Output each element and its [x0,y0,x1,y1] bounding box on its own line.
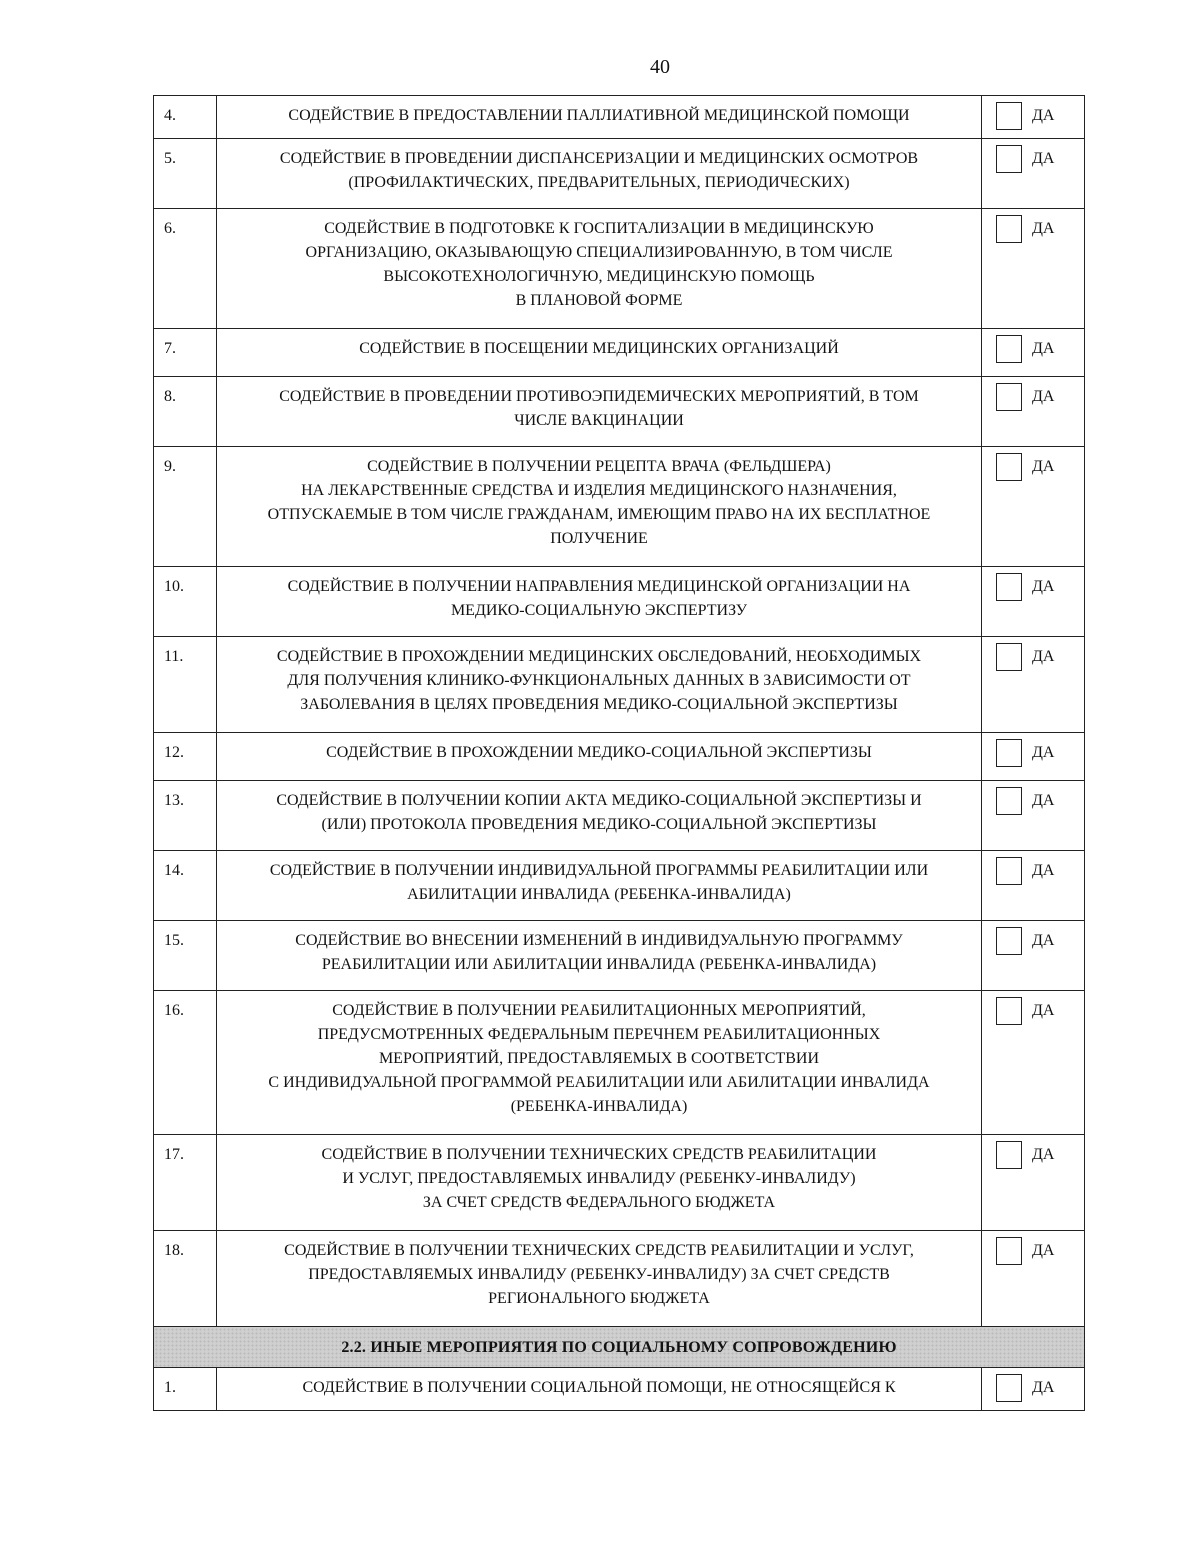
checkbox-cell [982,1135,1085,1231]
checkbox-group [996,739,1084,767]
yes-label: ДА [1032,458,1055,475]
yes-checkbox[interactable] [996,383,1022,411]
row-number: 16. [154,991,217,1135]
row-number: 10. [154,567,217,637]
table-row [154,991,1085,1135]
yes-label: ДА [1032,1146,1055,1163]
checkbox-group [996,335,1084,363]
yes-label: ДА [1032,1242,1055,1259]
checkbox-cell [982,1368,1085,1411]
yes-checkbox[interactable] [996,215,1022,243]
yes-label: ДА [1032,388,1055,405]
row-number: 12. [154,733,217,781]
checkbox-group [996,383,1084,411]
measure-text: СОДЕЙСТВИЕ В ПРЕДОСТАВЛЕНИИ ПАЛЛИАТИВНОЙ МЕДИЦИНСКОЙ ПОМОЩИ [217,96,982,139]
yes-checkbox[interactable] [996,453,1022,481]
table-body [154,96,1085,1411]
section-header-row [154,1327,1085,1368]
checkbox-group [996,453,1084,481]
measure-text: СОДЕЙСТВИЕ В ПОЛУЧЕНИИ ТЕХНИЧЕСКИХ СРЕДСТВ РЕАБИЛИТАЦИИ И УСЛУГ, ПРЕДОСТАВЛЯЕМЫХ ИНВАЛИДУ (РЕБЕНКУ-ИНВАЛИДУ) ЗА СЧЕТ СРЕДСТВ РЕГИОНАЛЬНОГО БЮДЖЕТА [217,1231,982,1327]
measure-text: СОДЕЙСТВИЕ В ПОЛУЧЕНИИ ИНДИВИДУАЛЬНОЙ ПРОГРАММЫ РЕАБИЛИТАЦИИ ИЛИ АБИЛИТАЦИИ ИНВАЛИДА (РЕБЕНКА-ИНВАЛИДА) [217,851,982,921]
checkbox-group [996,145,1084,173]
row-number: 9. [154,447,217,567]
yes-label: ДА [1032,744,1055,761]
row-number: 17. [154,1135,217,1231]
row-number: 14. [154,851,217,921]
checkbox-cell [982,96,1085,139]
checkbox-group [996,102,1084,130]
table-row [154,733,1085,781]
row-number: 18. [154,1231,217,1327]
measures-table [153,95,1085,1411]
table-row [154,209,1085,329]
row-number: 5. [154,139,217,209]
yes-checkbox[interactable] [996,335,1022,363]
checkbox-cell [982,637,1085,733]
row-number: 1. [154,1368,217,1411]
measure-text: СОДЕЙСТВИЕ В ПОЛУЧЕНИИ ТЕХНИЧЕСКИХ СРЕДСТВ РЕАБИЛИТАЦИИ И УСЛУГ, ПРЕДОСТАВЛЯЕМЫХ ИНВАЛИДУ (РЕБЕНКУ-ИНВАЛИДУ) ЗА СЧЕТ СРЕДСТВ ФЕДЕРАЛЬНОГО БЮДЖЕТА [217,1135,982,1231]
row-number: 6. [154,209,217,329]
yes-checkbox[interactable] [996,1237,1022,1265]
yes-checkbox[interactable] [996,1141,1022,1169]
checkbox-group [996,573,1084,601]
yes-checkbox[interactable] [996,997,1022,1025]
yes-checkbox[interactable] [996,1374,1022,1402]
checkbox-group [996,857,1084,885]
measure-text: СОДЕЙСТВИЕ В ПОЛУЧЕНИИ РЕАБИЛИТАЦИОННЫХ МЕРОПРИЯТИЙ, ПРЕДУСМОТРЕННЫХ ФЕДЕРАЛЬНЫМ ПЕРЕЧНЕМ РЕАБИЛИТАЦИОННЫХ МЕРОПРИЯТИЙ, ПРЕДОСТАВЛЯЕМЫХ В СООТВЕТСТВИИ С ИНДИВИДУАЛЬНОЙ ПРОГРАММОЙ РЕАБИЛИТАЦИИ ИЛИ АБИЛИТАЦИИ ИНВАЛИДА (РЕБЕНКА-ИНВАЛИДА) [217,991,982,1135]
yes-checkbox[interactable] [996,102,1022,130]
table-row [154,851,1085,921]
measure-text: СОДЕЙСТВИЕ В ПОЛУЧЕНИИ КОПИИ АКТА МЕДИКО-СОЦИАЛЬНОЙ ЭКСПЕРТИЗЫ И (ИЛИ) ПРОТОКОЛА ПРОВЕДЕНИЯ МЕДИКО-СОЦИАЛЬНОЙ ЭКСПЕРТИЗЫ [217,781,982,851]
row-number: 11. [154,637,217,733]
checkbox-cell [982,447,1085,567]
yes-label: ДА [1032,1002,1055,1019]
yes-label: ДА [1032,862,1055,879]
checkbox-cell [982,329,1085,377]
yes-checkbox[interactable] [996,857,1022,885]
yes-checkbox[interactable] [996,145,1022,173]
checkbox-cell [982,209,1085,329]
checkbox-group [996,1374,1084,1402]
table-row [154,781,1085,851]
checkbox-group [996,787,1084,815]
checkbox-group [996,1141,1084,1169]
table-row [154,567,1085,637]
row-number: 7. [154,329,217,377]
measure-text: СОДЕЙСТВИЕ В ПРОХОЖДЕНИИ МЕДИКО-СОЦИАЛЬНОЙ ЭКСПЕРТИЗЫ [217,733,982,781]
yes-label: ДА [1032,1379,1055,1396]
measure-text: СОДЕЙСТВИЕ В ПОЛУЧЕНИИ НАПРАВЛЕНИЯ МЕДИЦИНСКОЙ ОРГАНИЗАЦИИ НА МЕДИКО-СОЦИАЛЬНУЮ ЭКСПЕРТИЗУ [217,567,982,637]
table-row [154,637,1085,733]
measure-text: СОДЕЙСТВИЕ ВО ВНЕСЕНИИ ИЗМЕНЕНИЙ В ИНДИВИДУАЛЬНУЮ ПРОГРАММУ РЕАБИЛИТАЦИИ ИЛИ АБИЛИТАЦИИ ИНВАЛИДА (РЕБЕНКА-ИНВАЛИДА) [217,921,982,991]
page-number: 40 [650,56,670,78]
yes-checkbox[interactable] [996,573,1022,601]
yes-label: ДА [1032,578,1055,595]
table-row [154,96,1085,139]
checkbox-cell [982,377,1085,447]
row-number: 8. [154,377,217,447]
checkbox-group [996,997,1084,1025]
checkbox-group [996,215,1084,243]
row-number: 13. [154,781,217,851]
measure-text: СОДЕЙСТВИЕ В ПРОХОЖДЕНИИ МЕДИЦИНСКИХ ОБСЛЕДОВАНИЙ, НЕОБХОДИМЫХ ДЛЯ ПОЛУЧЕНИЯ КЛИНИКО-ФУНКЦИОНАЛЬНЫХ ДАННЫХ В ЗАВИСИМОСТИ ОТ ЗАБОЛЕВАНИЯ В ЦЕЛЯХ ПРОВЕДЕНИЯ МЕДИКО-СОЦИАЛЬНОЙ ЭКСПЕРТИЗЫ [217,637,982,733]
yes-label: ДА [1032,792,1055,809]
measure-text: СОДЕЙСТВИЕ В ПОЛУЧЕНИИ СОЦИАЛЬНОЙ ПОМОЩИ, НЕ ОТНОСЯЩЕЙСЯ К [217,1368,982,1411]
checkbox-group [996,643,1084,671]
yes-checkbox[interactable] [996,739,1022,767]
yes-checkbox[interactable] [996,643,1022,671]
checkbox-cell [982,921,1085,991]
table-row [154,1231,1085,1327]
table-row [154,921,1085,991]
yes-label: ДА [1032,340,1055,357]
measure-text: СОДЕЙСТВИЕ В ПОДГОТОВКЕ К ГОСПИТАЛИЗАЦИИ В МЕДИЦИНСКУЮ ОРГАНИЗАЦИЮ, ОКАЗЫВАЮЩУЮ СПЕЦИАЛИЗИРОВАННУЮ, В ТОМ ЧИСЛЕ ВЫСОКОТЕХНОЛОГИЧНУЮ, МЕДИЦИНСКУЮ ПОМОЩЬ В ПЛАНОВОЙ ФОРМЕ [217,209,982,329]
checkbox-cell [982,991,1085,1135]
row-number: 15. [154,921,217,991]
measure-text: СОДЕЙСТВИЕ В ПРОВЕДЕНИИ ПРОТИВОЭПИДЕМИЧЕСКИХ МЕРОПРИЯТИЙ, В ТОМ ЧИСЛЕ ВАКЦИНАЦИИ [217,377,982,447]
measure-text: СОДЕЙСТВИЕ В ПОЛУЧЕНИИ РЕЦЕПТА ВРАЧА (ФЕЛЬДШЕРА) НА ЛЕКАРСТВЕННЫЕ СРЕДСТВА И ИЗДЕЛИЯ МЕДИЦИНСКОГО НАЗНАЧЕНИЯ, ОТПУСКАЕМЫЕ В ТОМ ЧИСЛЕ ГРАЖДАНАМ, ИМЕЮЩИМ ПРАВО НА ИХ БЕСПЛАТНОЕ ПОЛУЧЕНИЕ [217,447,982,567]
yes-label: ДА [1032,648,1055,665]
checkbox-group [996,1237,1084,1265]
table-row [154,447,1085,567]
yes-checkbox[interactable] [996,787,1022,815]
measure-text: СОДЕЙСТВИЕ В ПОСЕЩЕНИИ МЕДИЦИНСКИХ ОРГАНИЗАЦИЙ [217,329,982,377]
yes-label: ДА [1032,220,1055,237]
table-row [154,1135,1085,1231]
checkbox-cell [982,733,1085,781]
checkbox-cell [982,567,1085,637]
table-row [154,377,1085,447]
measure-text: СОДЕЙСТВИЕ В ПРОВЕДЕНИИ ДИСПАНСЕРИЗАЦИИ И МЕДИЦИНСКИХ ОСМОТРОВ (ПРОФИЛАКТИЧЕСКИХ, ПРЕДВАРИТЕЛЬНЫХ, ПЕРИОДИЧЕСКИХ) [217,139,982,209]
checkbox-cell [982,781,1085,851]
yes-label: ДА [1032,107,1055,124]
checkbox-cell [982,1231,1085,1327]
yes-checkbox[interactable] [996,927,1022,955]
table-row [154,139,1085,209]
row-number: 4. [154,96,217,139]
checkbox-cell [982,851,1085,921]
checkbox-group [996,927,1084,955]
section-title: 2.2. ИНЫЕ МЕРОПРИЯТИЯ ПО СОЦИАЛЬНОМУ СОПРОВОЖДЕНИЮ [154,1327,1085,1368]
yes-label: ДА [1032,932,1055,949]
checkbox-cell [982,139,1085,209]
table-row [154,1368,1085,1411]
yes-label: ДА [1032,150,1055,167]
table-row [154,329,1085,377]
